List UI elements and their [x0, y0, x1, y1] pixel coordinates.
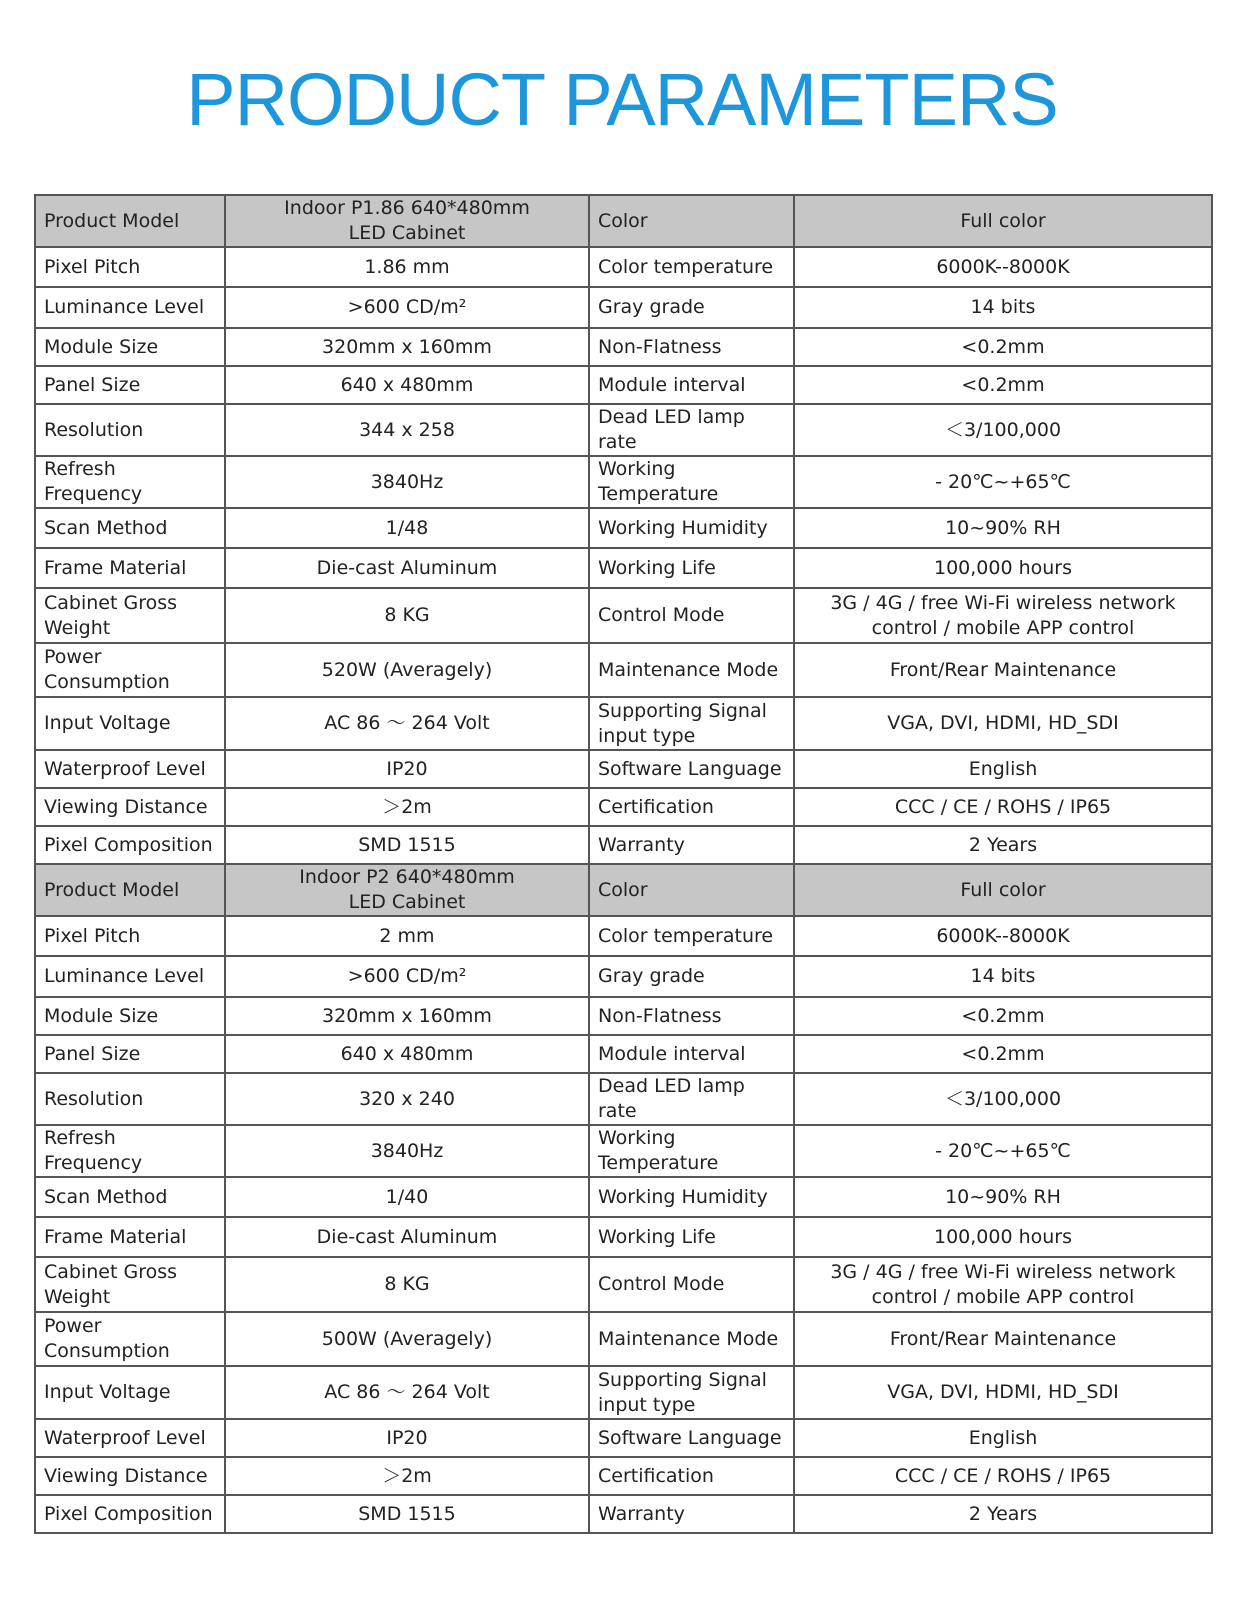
parameter-label: Panel Size	[35, 1035, 225, 1073]
parameter-label: Pixel Composition	[35, 826, 225, 864]
parameter-value: 6000K--8000K	[794, 247, 1212, 287]
parameter-value: 520W (Averagely)	[225, 643, 589, 697]
parameter-label: Working Temperature	[589, 1125, 794, 1177]
parameter-value: 320mm x 160mm	[225, 997, 589, 1035]
parameter-value: Front/Rear Maintenance	[794, 1312, 1212, 1366]
parameter-label: Input Voltage	[35, 1366, 225, 1419]
parameter-value: Front/Rear Maintenance	[794, 643, 1212, 697]
table-row	[35, 1125, 1212, 1177]
table-row	[35, 956, 1212, 997]
parameter-value: Die-cast Aluminum	[225, 548, 589, 588]
parameter-value: VGA, DVI, HDMI, HD_SDI	[794, 1366, 1212, 1419]
parameter-label: Frame Material	[35, 548, 225, 588]
parameter-value: <0.2mm	[794, 366, 1212, 404]
parameter-label: Refresh Frequency	[35, 1125, 225, 1177]
parameter-label: Scan Method	[35, 1177, 225, 1217]
parameter-label: Maintenance Mode	[589, 1312, 794, 1366]
parameter-label: Product Model	[35, 195, 225, 247]
parameter-value: 10~90% RH	[794, 508, 1212, 548]
parameter-value: ＜3/100,000	[794, 1073, 1212, 1125]
parameter-label: Non-Flatness	[589, 328, 794, 366]
parameter-value: 1.86 mm	[225, 247, 589, 287]
parameter-value: CCC / CE / ROHS / IP65	[794, 788, 1212, 826]
parameter-value: 6000K--8000K	[794, 916, 1212, 956]
parameter-value: Full color	[794, 195, 1212, 247]
parameter-label: Color	[589, 864, 794, 916]
parameter-value: SMD 1515	[225, 826, 589, 864]
table-header-row	[35, 864, 1212, 916]
table-row	[35, 997, 1212, 1035]
table-row	[35, 1495, 1212, 1533]
parameter-label: Working Humidity	[589, 1177, 794, 1217]
parameter-label: Certification	[589, 788, 794, 826]
parameter-value: - 20℃~+65℃	[794, 1125, 1212, 1177]
parameter-label: Software Language	[589, 1419, 794, 1457]
parameter-value: Die-cast Aluminum	[225, 1217, 589, 1257]
parameter-label: Viewing Distance	[35, 788, 225, 826]
table-row	[35, 366, 1212, 404]
parameter-value: 640 x 480mm	[225, 1035, 589, 1073]
table-row	[35, 916, 1212, 956]
page-title: PRODUCT PARAMETERS	[186, 58, 1058, 141]
parameter-label: Pixel Pitch	[35, 247, 225, 287]
parameter-label: Warranty	[589, 826, 794, 864]
parameter-value: VGA, DVI, HDMI, HD_SDI	[794, 697, 1212, 750]
parameter-label: Gray grade	[589, 956, 794, 997]
parameter-value: 3840Hz	[225, 1125, 589, 1177]
table-row	[35, 1177, 1212, 1217]
parameter-label: Dead LED lamp rate	[589, 1073, 794, 1125]
table-row	[35, 508, 1212, 548]
parameter-value: 10~90% RH	[794, 1177, 1212, 1217]
parameter-value: 1/40	[225, 1177, 589, 1217]
parameter-value: 320 x 240	[225, 1073, 589, 1125]
table-row	[35, 328, 1212, 366]
parameter-value: 3G / 4G / free Wi-Fi wireless network control / mobile APP control	[794, 588, 1212, 643]
parameter-label: Control Mode	[589, 1257, 794, 1312]
table-row	[35, 697, 1212, 750]
parameter-value: >600 CD/m²	[225, 956, 589, 997]
parameter-value: 2 mm	[225, 916, 589, 956]
parameter-label: Software Language	[589, 750, 794, 788]
parameter-label: Pixel Pitch	[35, 916, 225, 956]
parameter-value: IP20	[225, 750, 589, 788]
parameter-label: Power Consumption	[35, 1312, 225, 1366]
parameter-label: Supporting Signal input type	[589, 697, 794, 750]
parameter-label: Luminance Level	[35, 956, 225, 997]
parameter-label: Waterproof Level	[35, 750, 225, 788]
parameter-label: Gray grade	[589, 287, 794, 328]
parameter-label: Color	[589, 195, 794, 247]
parameter-value: <0.2mm	[794, 997, 1212, 1035]
table-row	[35, 1073, 1212, 1125]
parameter-value: 100,000 hours	[794, 548, 1212, 588]
table-row	[35, 750, 1212, 788]
parameter-value: 14 bits	[794, 287, 1212, 328]
parameter-label: Input Voltage	[35, 697, 225, 750]
table-row	[35, 1366, 1212, 1419]
table-row	[35, 588, 1212, 643]
table-row	[35, 643, 1212, 697]
parameter-value: 3G / 4G / free Wi-Fi wireless network control / mobile APP control	[794, 1257, 1212, 1312]
parameter-value: <0.2mm	[794, 1035, 1212, 1073]
parameter-label: Panel Size	[35, 366, 225, 404]
parameter-value: CCC / CE / ROHS / IP65	[794, 1457, 1212, 1495]
parameter-label: Module Size	[35, 997, 225, 1035]
parameter-label: Certification	[589, 1457, 794, 1495]
parameter-label: Working Life	[589, 1217, 794, 1257]
parameter-label: Pixel Composition	[35, 1495, 225, 1533]
parameter-value: - 20℃~+65℃	[794, 456, 1212, 508]
parameter-label: Refresh Frequency	[35, 456, 225, 508]
parameter-value: 344 x 258	[225, 404, 589, 456]
table-row	[35, 1257, 1212, 1312]
parameter-value: 2 Years	[794, 1495, 1212, 1533]
parameter-label: Luminance Level	[35, 287, 225, 328]
parameter-value: AC 86 ～ 264 Volt	[225, 697, 589, 750]
table-row	[35, 1419, 1212, 1457]
parameter-value: ＞2m	[225, 788, 589, 826]
parameter-value: Indoor P1.86 640*480mm LED Cabinet	[225, 195, 589, 247]
parameter-value: Indoor P2 640*480mm LED Cabinet	[225, 864, 589, 916]
parameter-value: 8 KG	[225, 588, 589, 643]
parameter-value: 8 KG	[225, 1257, 589, 1312]
table-row	[35, 456, 1212, 508]
parameter-label: Working Life	[589, 548, 794, 588]
parameter-label: Color temperature	[589, 916, 794, 956]
parameter-value: English	[794, 750, 1212, 788]
table-row	[35, 1217, 1212, 1257]
parameter-label: Power Consumption	[35, 643, 225, 697]
parameter-value: English	[794, 1419, 1212, 1457]
parameters-table-body	[35, 195, 1212, 1533]
parameter-label: Resolution	[35, 1073, 225, 1125]
parameter-value: SMD 1515	[225, 1495, 589, 1533]
parameter-label: Product Model	[35, 864, 225, 916]
parameter-value: 500W (Averagely)	[225, 1312, 589, 1366]
parameter-value: 1/48	[225, 508, 589, 548]
table-row	[35, 548, 1212, 588]
parameter-value: 100,000 hours	[794, 1217, 1212, 1257]
table-row	[35, 1457, 1212, 1495]
parameter-label: Scan Method	[35, 508, 225, 548]
parameter-label: Control Mode	[589, 588, 794, 643]
table-row	[35, 1035, 1212, 1073]
parameter-label: Dead LED lamp rate	[589, 404, 794, 456]
parameter-label: Module Size	[35, 328, 225, 366]
parameter-label: Resolution	[35, 404, 225, 456]
parameter-label: Cabinet Gross Weight	[35, 588, 225, 643]
parameter-value: <0.2mm	[794, 328, 1212, 366]
parameter-value: 14 bits	[794, 956, 1212, 997]
parameter-label: Cabinet Gross Weight	[35, 1257, 225, 1312]
parameter-value: ＜3/100,000	[794, 404, 1212, 456]
parameter-value: ＞2m	[225, 1457, 589, 1495]
table-row	[35, 404, 1212, 456]
parameter-label: Waterproof Level	[35, 1419, 225, 1457]
parameter-label: Frame Material	[35, 1217, 225, 1257]
parameter-label: Module interval	[589, 366, 794, 404]
parameter-value: Full color	[794, 864, 1212, 916]
parameter-label: Maintenance Mode	[589, 643, 794, 697]
parameter-label: Working Humidity	[589, 508, 794, 548]
table-row	[35, 788, 1212, 826]
parameter-label: Working Temperature	[589, 456, 794, 508]
parameter-label: Module interval	[589, 1035, 794, 1073]
parameter-value: >600 CD/m²	[225, 287, 589, 328]
parameter-label: Warranty	[589, 1495, 794, 1533]
parameter-label: Viewing Distance	[35, 1457, 225, 1495]
table-row	[35, 826, 1212, 864]
table-row	[35, 1312, 1212, 1366]
parameter-label: Supporting Signal input type	[589, 1366, 794, 1419]
parameter-value: 3840Hz	[225, 456, 589, 508]
parameter-value: 320mm x 160mm	[225, 328, 589, 366]
table-header-row	[35, 195, 1212, 247]
parameter-label: Non-Flatness	[589, 997, 794, 1035]
parameters-table	[34, 194, 1213, 1534]
parameter-value: 2 Years	[794, 826, 1212, 864]
parameter-label: Color temperature	[589, 247, 794, 287]
parameter-value: IP20	[225, 1419, 589, 1457]
table-row	[35, 247, 1212, 287]
parameter-value: 640 x 480mm	[225, 366, 589, 404]
parameter-value: AC 86 ～ 264 Volt	[225, 1366, 589, 1419]
table-row	[35, 287, 1212, 328]
